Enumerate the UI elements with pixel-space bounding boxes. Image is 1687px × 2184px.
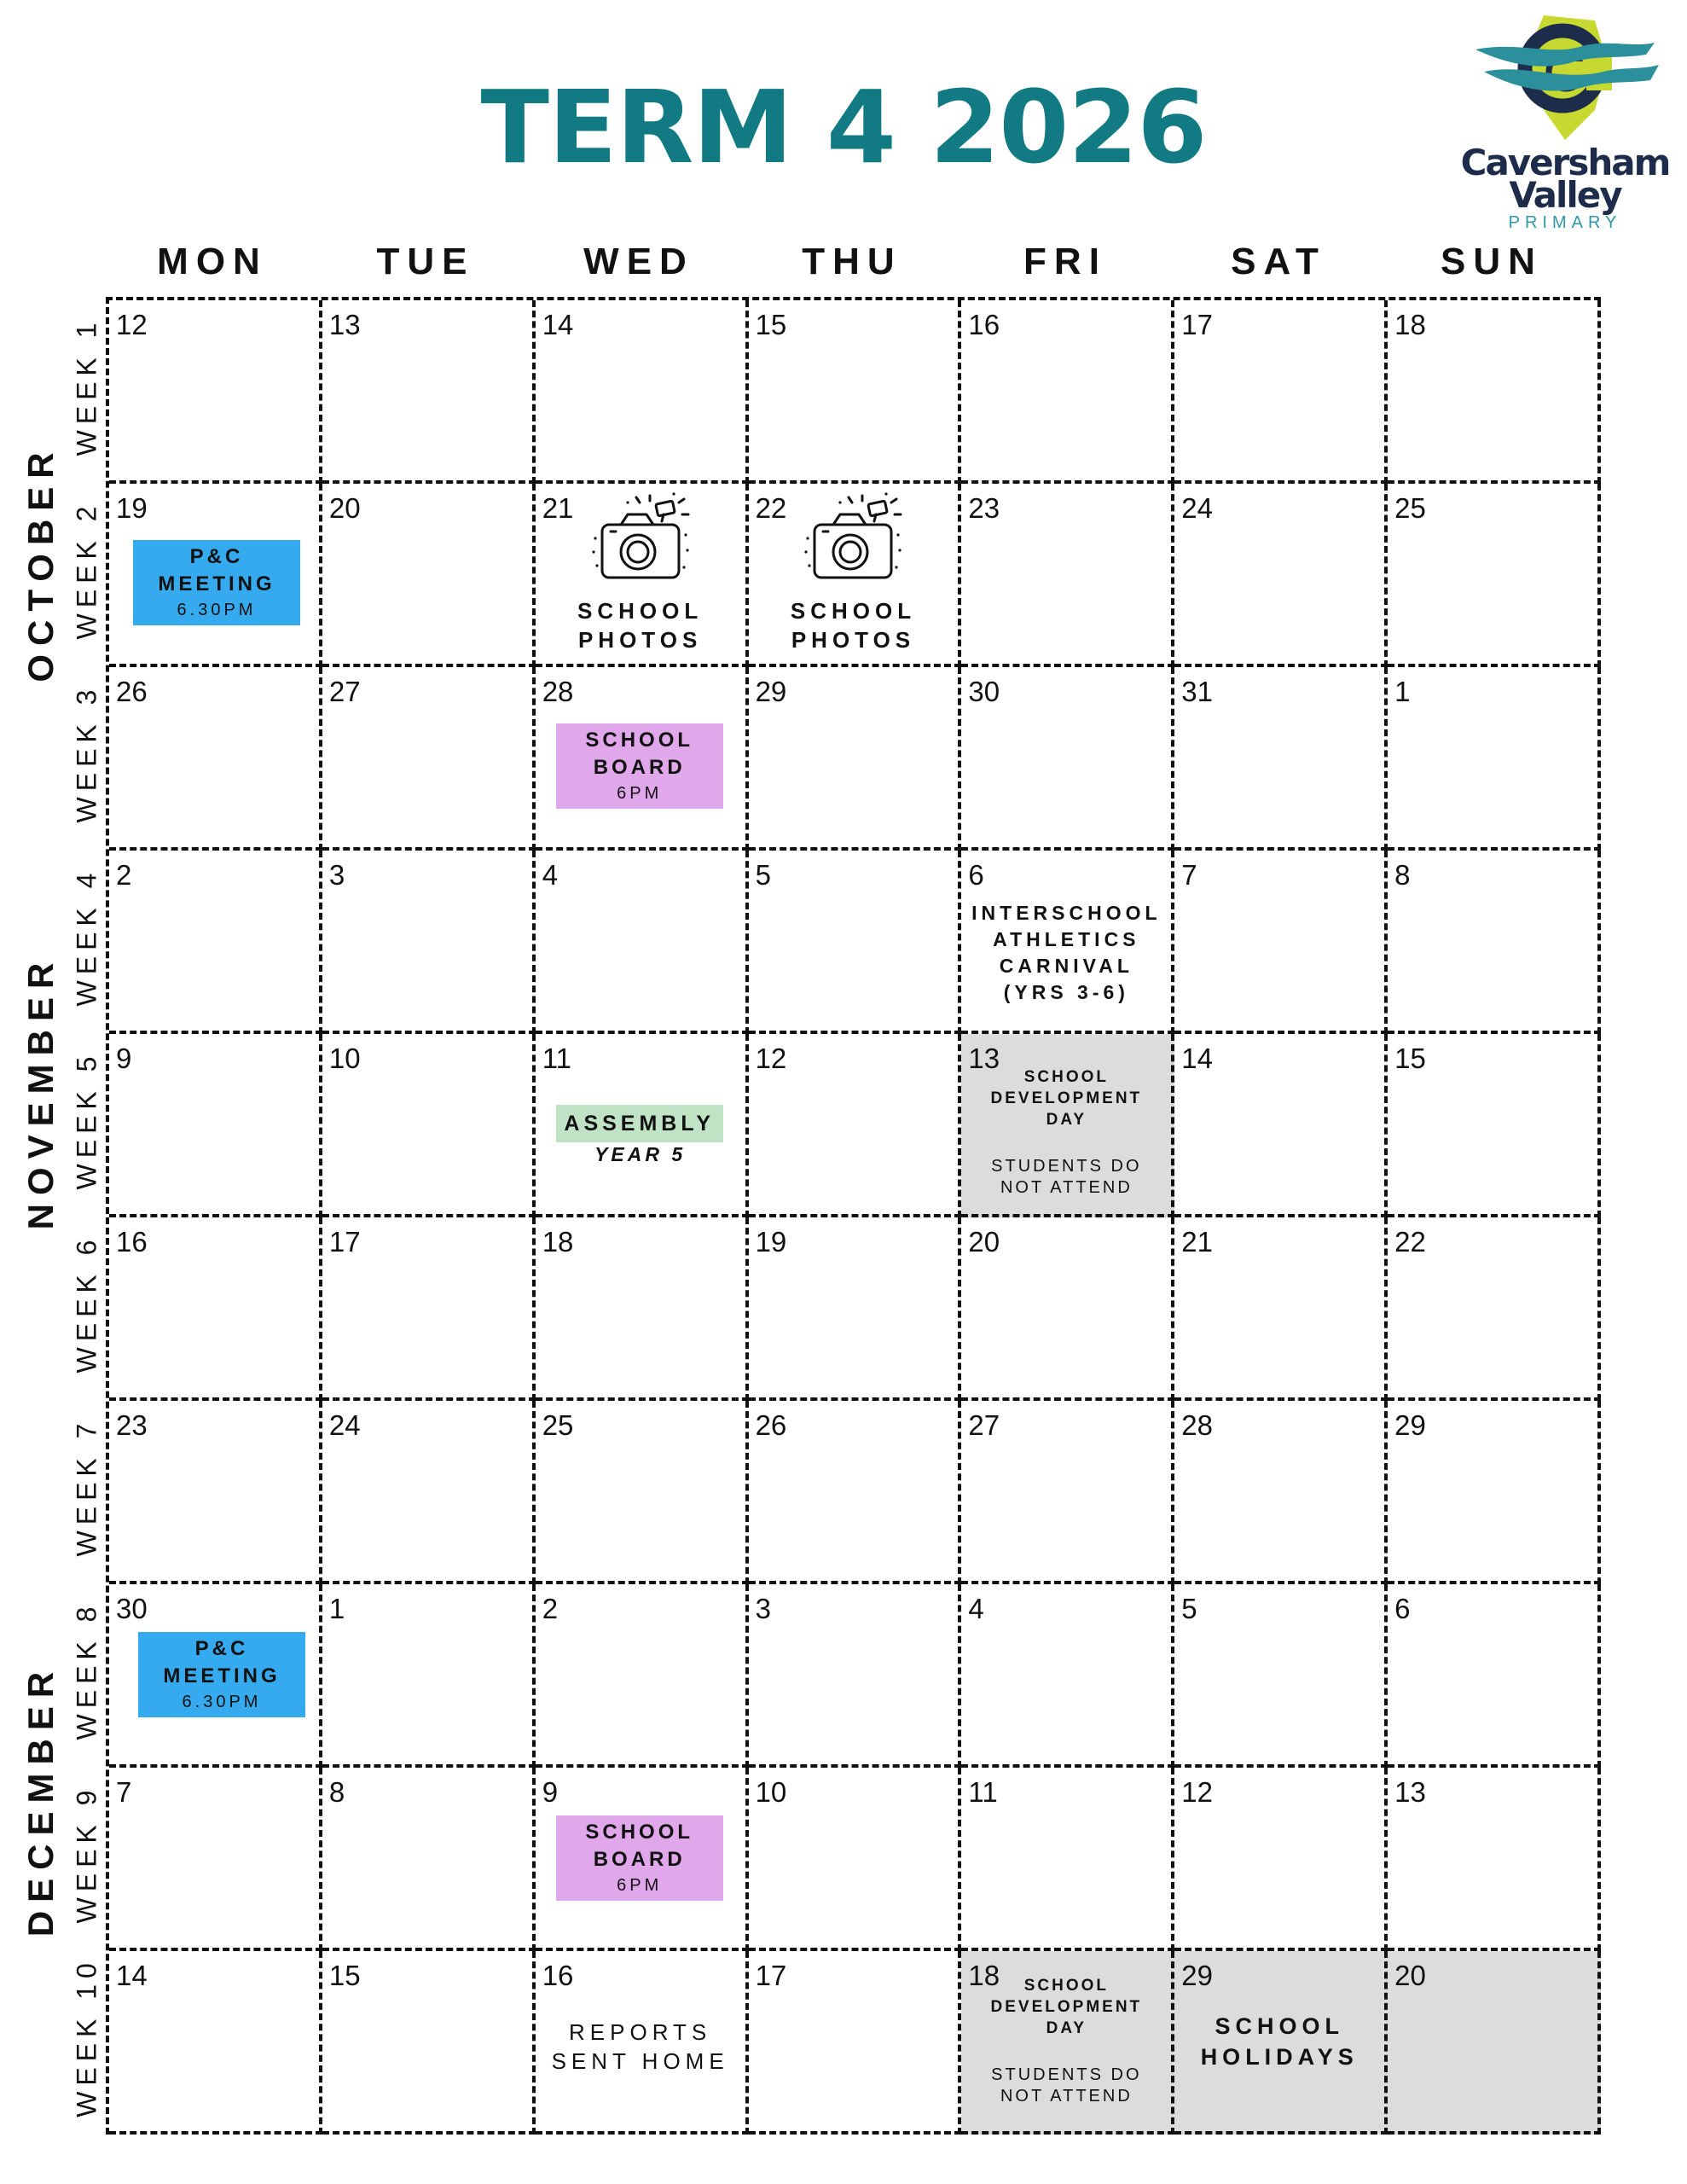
day-cell[interactable] bbox=[1174, 1584, 1388, 1768]
date-number: 31 bbox=[1181, 676, 1213, 707]
date-number: 15 bbox=[328, 1960, 361, 1991]
day-cell[interactable] bbox=[109, 1034, 322, 1217]
event-line: DEVELOPMENT bbox=[990, 1998, 1143, 2016]
event-line: MEETING bbox=[163, 1664, 281, 1687]
day-cell[interactable] bbox=[536, 300, 749, 484]
date-number: 12 bbox=[116, 309, 148, 340]
day-cell[interactable] bbox=[1388, 1768, 1601, 1951]
day-cell[interactable] bbox=[749, 1217, 962, 1401]
event-line: P&C bbox=[189, 545, 244, 568]
date-number: 17 bbox=[328, 1226, 361, 1258]
date-number: 9 bbox=[116, 1043, 132, 1074]
event-line: PHOTOS bbox=[577, 627, 703, 653]
day-cell[interactable] bbox=[536, 667, 749, 851]
day-cell[interactable] bbox=[536, 1951, 749, 2135]
day-cell[interactable] bbox=[749, 1401, 962, 1584]
day-cell[interactable] bbox=[1388, 1401, 1601, 1584]
event-time: 6PM bbox=[617, 1876, 663, 1895]
pc-meeting-event[interactable] bbox=[133, 540, 300, 625]
date-number: 18 bbox=[1394, 309, 1426, 340]
day-cell[interactable] bbox=[109, 1401, 322, 1584]
calendar-grid bbox=[106, 297, 1601, 2135]
week-label: WEEK 5 bbox=[71, 1050, 102, 1190]
event-line: MEETING bbox=[158, 572, 275, 595]
date-number: 22 bbox=[755, 492, 787, 524]
date-number: 29 bbox=[755, 676, 787, 707]
date-number: 18 bbox=[968, 1960, 1000, 1991]
date-number: 10 bbox=[328, 1043, 361, 1074]
day-cell[interactable] bbox=[322, 1584, 536, 1768]
week-label: WEEK 9 bbox=[71, 1784, 102, 1924]
school-board-event[interactable] bbox=[556, 723, 723, 809]
event-line: (YRS 3-6) bbox=[1003, 981, 1129, 1003]
day-cell[interactable] bbox=[749, 1034, 962, 1217]
day-cell[interactable] bbox=[961, 1401, 1174, 1584]
date-number: 2 bbox=[116, 859, 132, 891]
date-number: 13 bbox=[968, 1043, 1000, 1074]
date-number: 3 bbox=[328, 859, 345, 891]
date-number: 14 bbox=[1181, 1043, 1213, 1074]
day-cell[interactable] bbox=[749, 1584, 962, 1768]
day-header-mon: MON bbox=[157, 241, 268, 282]
date-number: 20 bbox=[1394, 1960, 1426, 1991]
event-line: REPORTS bbox=[569, 2019, 712, 2045]
day-cell[interactable] bbox=[1174, 300, 1388, 484]
day-header-sun: SUN bbox=[1441, 241, 1543, 282]
day-cell[interactable] bbox=[109, 667, 322, 851]
date-number: 23 bbox=[116, 1409, 148, 1441]
day-cell[interactable] bbox=[961, 1951, 1174, 2135]
date-number: 17 bbox=[755, 1960, 787, 1991]
day-cell[interactable] bbox=[1174, 484, 1388, 667]
date-number: 28 bbox=[1181, 1409, 1213, 1441]
event-note: NOT ATTEND bbox=[1000, 2087, 1133, 2106]
school-holidays-event[interactable] bbox=[1174, 2011, 1384, 2072]
date-number: 5 bbox=[755, 859, 771, 891]
event-line: INTERSCHOOL bbox=[971, 902, 1162, 924]
day-headers bbox=[106, 241, 1598, 292]
date-number: 16 bbox=[968, 309, 1000, 340]
date-number: 6 bbox=[1394, 1593, 1411, 1624]
week-label: WEEK 3 bbox=[71, 683, 102, 823]
date-number: 23 bbox=[968, 492, 1000, 524]
day-cell[interactable] bbox=[536, 484, 749, 667]
day-header-fri: FRI bbox=[1023, 241, 1107, 282]
day-cell[interactable] bbox=[322, 1768, 536, 1951]
date-number: 22 bbox=[1394, 1226, 1426, 1258]
day-cell[interactable] bbox=[322, 1951, 536, 2135]
event-line: HOLIDAYS bbox=[1200, 2044, 1359, 2070]
day-cell[interactable] bbox=[536, 1768, 749, 1951]
event-time: 6.30PM bbox=[177, 601, 257, 619]
date-number: 13 bbox=[328, 309, 361, 340]
date-number: 12 bbox=[755, 1043, 787, 1074]
day-cell[interactable] bbox=[749, 851, 962, 1034]
date-number: 25 bbox=[542, 1409, 574, 1441]
school-logo-icon bbox=[1467, 12, 1663, 148]
day-cell[interactable] bbox=[961, 851, 1174, 1034]
date-number: 15 bbox=[1394, 1043, 1426, 1074]
logo-name-line2: Valley bbox=[1509, 174, 1621, 216]
date-number: 28 bbox=[542, 676, 574, 707]
date-number: 1 bbox=[1394, 676, 1411, 707]
event-line: SCHOOL bbox=[585, 1821, 694, 1844]
day-cell[interactable] bbox=[749, 300, 962, 484]
event-note: STUDENTS DO bbox=[991, 1157, 1142, 1176]
day-cell[interactable] bbox=[1388, 1951, 1601, 2135]
page-title: TERM 4 2026 bbox=[480, 68, 1207, 186]
day-cell[interactable] bbox=[749, 1768, 962, 1951]
event-line: P&C bbox=[194, 1637, 249, 1660]
event-line: BOARD bbox=[593, 1848, 686, 1871]
date-number: 26 bbox=[116, 676, 148, 707]
week-label: WEEK 10 bbox=[71, 1957, 102, 2117]
week-label: WEEK 4 bbox=[71, 867, 102, 1007]
day-cell[interactable] bbox=[536, 1401, 749, 1584]
day-cell[interactable] bbox=[536, 1584, 749, 1768]
event-line: SCHOOL bbox=[790, 598, 917, 624]
day-header-sat: SAT bbox=[1231, 241, 1326, 282]
day-cell[interactable] bbox=[322, 1401, 536, 1584]
day-cell[interactable] bbox=[1174, 1768, 1388, 1951]
date-number: 13 bbox=[1394, 1776, 1426, 1808]
date-number: 29 bbox=[1394, 1409, 1426, 1441]
event-line: CARNIVAL bbox=[999, 955, 1133, 977]
school-logo bbox=[1450, 12, 1680, 238]
logo-name bbox=[1450, 142, 1680, 216]
day-cell[interactable] bbox=[961, 1768, 1174, 1951]
day-header-thu: THU bbox=[802, 241, 902, 282]
date-number: 16 bbox=[116, 1226, 148, 1258]
event-note: NOT ATTEND bbox=[1000, 1178, 1133, 1197]
camera-icon bbox=[797, 491, 908, 593]
date-number: 29 bbox=[1181, 1960, 1213, 1991]
date-number: 11 bbox=[968, 1776, 998, 1808]
date-number: 19 bbox=[116, 492, 148, 524]
camera-icon bbox=[585, 491, 696, 593]
school-board-event[interactable] bbox=[556, 1815, 723, 1901]
event-line: DEVELOPMENT bbox=[990, 1089, 1143, 1107]
date-number: 19 bbox=[755, 1226, 787, 1258]
event-time: 6PM bbox=[617, 784, 663, 803]
date-number: 10 bbox=[755, 1776, 787, 1808]
event-line: BOARD bbox=[593, 756, 686, 779]
day-cell[interactable] bbox=[322, 1217, 536, 1401]
date-number: 18 bbox=[542, 1226, 574, 1258]
school-photos-event[interactable] bbox=[749, 491, 959, 654]
day-cell[interactable] bbox=[1388, 1034, 1601, 1217]
day-cell[interactable] bbox=[109, 851, 322, 1034]
day-cell[interactable] bbox=[322, 851, 536, 1034]
month-label-december: DECEMBER bbox=[20, 1663, 61, 1937]
day-cell[interactable] bbox=[1174, 1951, 1388, 2135]
event-line: ATHLETICS bbox=[993, 928, 1140, 950]
day-cell[interactable] bbox=[749, 484, 962, 667]
day-cell[interactable] bbox=[1388, 667, 1601, 851]
date-number: 20 bbox=[328, 492, 361, 524]
date-number: 4 bbox=[542, 859, 559, 891]
day-cell[interactable] bbox=[749, 667, 962, 851]
date-number: 6 bbox=[968, 859, 984, 891]
date-number: 25 bbox=[1394, 492, 1426, 524]
day-cell[interactable] bbox=[322, 667, 536, 851]
day-cell[interactable] bbox=[1388, 851, 1601, 1034]
month-label-october: OCTOBER bbox=[20, 444, 61, 682]
day-cell[interactable] bbox=[322, 300, 536, 484]
event-note: STUDENTS DO bbox=[991, 2065, 1142, 2084]
reports-sent-home-event[interactable] bbox=[536, 2018, 745, 2076]
day-cell[interactable] bbox=[961, 484, 1174, 667]
day-cell[interactable] bbox=[109, 1584, 322, 1768]
date-number: 12 bbox=[1181, 1776, 1213, 1808]
day-cell[interactable] bbox=[1174, 851, 1388, 1034]
date-number: 30 bbox=[116, 1593, 148, 1624]
event-line: SCHOOL bbox=[585, 729, 694, 752]
event-line: DAY bbox=[1046, 1111, 1087, 1129]
date-number: 1 bbox=[328, 1593, 345, 1624]
development-day-event[interactable] bbox=[961, 1066, 1171, 1199]
week-label: WEEK 6 bbox=[71, 1234, 102, 1374]
logo-subtitle: PRIMARY bbox=[1508, 213, 1622, 232]
event-line: SENT HOME bbox=[551, 2048, 729, 2074]
day-cell[interactable] bbox=[109, 1951, 322, 2135]
day-cell[interactable] bbox=[961, 300, 1174, 484]
date-number: 27 bbox=[328, 676, 361, 707]
date-number: 24 bbox=[1181, 492, 1213, 524]
day-cell[interactable] bbox=[961, 1034, 1174, 1217]
date-number: 14 bbox=[116, 1960, 148, 1991]
day-cell[interactable] bbox=[1174, 1217, 1388, 1401]
event-line: DAY bbox=[1046, 2019, 1087, 2037]
date-number: 7 bbox=[116, 1776, 132, 1808]
school-photos-event[interactable] bbox=[536, 491, 745, 654]
date-number: 27 bbox=[968, 1409, 1000, 1441]
date-number: 2 bbox=[542, 1593, 559, 1624]
athletics-carnival-event[interactable] bbox=[961, 900, 1171, 1006]
day-cell[interactable] bbox=[536, 851, 749, 1034]
date-number: 30 bbox=[968, 676, 1000, 707]
pc-meeting-event[interactable] bbox=[138, 1632, 305, 1717]
day-cell[interactable] bbox=[322, 484, 536, 667]
event-line: PHOTOS bbox=[791, 627, 916, 653]
day-cell[interactable] bbox=[109, 484, 322, 667]
week-label: WEEK 2 bbox=[71, 500, 102, 640]
event-line: SCHOOL bbox=[1215, 2013, 1344, 2039]
logo-name-line1: Caversham bbox=[1460, 142, 1670, 183]
date-number: 24 bbox=[328, 1409, 361, 1441]
date-number: 5 bbox=[1181, 1593, 1197, 1624]
week-label: WEEK 7 bbox=[71, 1417, 102, 1557]
week-label: WEEK 8 bbox=[71, 1600, 102, 1740]
day-cell[interactable] bbox=[961, 1217, 1174, 1401]
date-number: 17 bbox=[1181, 309, 1213, 340]
day-cell[interactable] bbox=[1388, 300, 1601, 484]
date-number: 14 bbox=[542, 309, 574, 340]
day-cell[interactable] bbox=[322, 1034, 536, 1217]
event-line: SCHOOL bbox=[1023, 1977, 1109, 1995]
day-cell[interactable] bbox=[1388, 484, 1601, 667]
event-time: 6.30PM bbox=[182, 1693, 262, 1711]
event-line: SCHOOL bbox=[577, 598, 704, 624]
day-cell[interactable] bbox=[749, 1951, 962, 2135]
day-header-tue: TUE bbox=[376, 241, 475, 282]
date-number: 26 bbox=[755, 1409, 787, 1441]
date-number: 21 bbox=[1181, 1226, 1213, 1258]
day-header-wed: WED bbox=[583, 241, 694, 282]
event-line: SCHOOL bbox=[1023, 1068, 1109, 1086]
day-cell[interactable] bbox=[1174, 1034, 1388, 1217]
assembly-year: YEAR 5 bbox=[594, 1143, 687, 1165]
development-day-event[interactable] bbox=[961, 1975, 1171, 2107]
day-cell[interactable] bbox=[961, 667, 1174, 851]
date-number: 9 bbox=[542, 1776, 559, 1808]
date-number: 21 bbox=[542, 492, 574, 524]
date-number: 16 bbox=[542, 1960, 574, 1991]
day-cell[interactable] bbox=[1388, 1584, 1601, 1768]
day-cell[interactable] bbox=[1174, 667, 1388, 851]
day-cell[interactable] bbox=[536, 1034, 749, 1217]
date-number: 15 bbox=[755, 309, 787, 340]
day-cell[interactable] bbox=[109, 300, 322, 484]
date-number: 3 bbox=[755, 1593, 771, 1624]
day-cell[interactable] bbox=[1174, 1401, 1388, 1584]
date-number: 8 bbox=[1394, 859, 1411, 891]
date-number: 20 bbox=[968, 1226, 1000, 1258]
day-cell[interactable] bbox=[536, 1217, 749, 1401]
day-cell[interactable] bbox=[961, 1584, 1174, 1768]
date-number: 4 bbox=[968, 1593, 984, 1624]
date-number: 8 bbox=[328, 1776, 345, 1808]
date-number: 7 bbox=[1181, 859, 1197, 891]
assembly-event[interactable]: ASSEMBLY bbox=[556, 1105, 723, 1142]
day-cell[interactable] bbox=[109, 1768, 322, 1951]
week-label: WEEK 1 bbox=[71, 317, 102, 456]
day-cell[interactable] bbox=[1388, 1217, 1601, 1401]
day-cell[interactable] bbox=[109, 1217, 322, 1401]
month-label-november: NOVEMBER bbox=[20, 954, 61, 1230]
date-number: 11 bbox=[542, 1043, 571, 1074]
